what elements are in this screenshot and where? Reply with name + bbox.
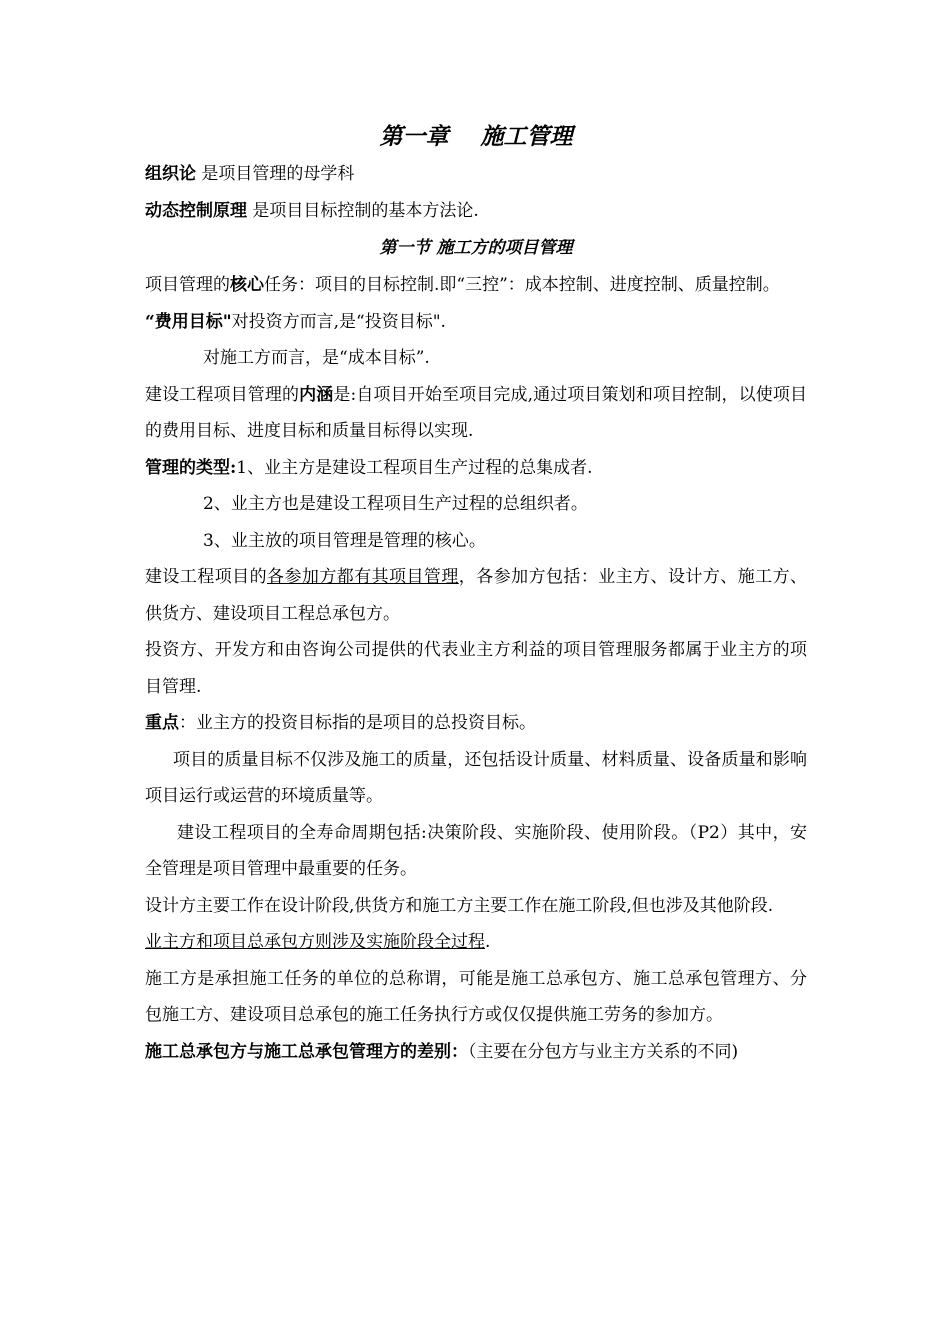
- paragraph-dynamic-control: [145, 193, 807, 230]
- paragraph-text: .: [485, 932, 491, 952]
- term-management-types: 管理的类型:: [145, 457, 237, 478]
- paragraph-connotation: [145, 377, 807, 450]
- paragraph-text: ：业主方的投资目标指的是项目的总投资目标。: [179, 713, 536, 733]
- paragraph-phases: 设计方主要工作在设计阶段,供货方和施工方主要工作在施工阶段,但也涉及其他阶段.: [145, 895, 774, 916]
- paragraph-core-task: [145, 267, 807, 304]
- paragraph-text: 是:自项目开始至项目完成,通过项目策划和项目控制，以使项目的费用目标、进度目标和质量目标得以实现.: [145, 384, 807, 441]
- paragraph-cost-target: [145, 304, 807, 341]
- term-key-point: 重点: [145, 713, 179, 733]
- underlined-owner-contractor: 业主方和项目总承包方则涉及实施阶段全过程: [145, 932, 485, 952]
- paragraph-investor: 投资方、开发方和由咨询公司提供的代表业主方利益的项目管理服务都属于业主方的项目管理.: [145, 640, 807, 697]
- paragraph-text: 是项目目标控制的基本方法论.: [247, 200, 479, 221]
- term-difference: 施工总承包方与施工总承包管理方的差别：: [145, 1041, 468, 1062]
- paragraph-key-point: [145, 705, 807, 742]
- paragraph-contractor-definition: 施工方是承担施工任务的单位的总称谓，可能是施工总承包方、施工总承包管理方、分包施工方、建设项目总承包的施工任务执行方或仅仅提供施工劳务的参加方。: [145, 968, 807, 1025]
- paragraph-text: 对投资方而言,是“投资目标".: [231, 311, 446, 332]
- list-item-2: 2、业主方也是建设工程项目生产过程的总组织者。: [203, 494, 588, 514]
- term-cost-target: “费用目标": [145, 311, 232, 332]
- paragraph-text: 建设工程项目管理的: [145, 384, 300, 405]
- document-body: [145, 118, 807, 1070]
- paragraph-text: ，各参加方包括：业主方、设计方、施工方、供货方、建设项目工程总承包方。: [145, 567, 808, 624]
- paragraph-organization-theory: [145, 156, 807, 193]
- paragraph-text: （主要在分包方与业主方关系的不同): [468, 1041, 739, 1062]
- paragraph-text: 1、业主方是建设工程项目生产过程的总集成者.: [236, 457, 593, 478]
- underlined-participants: 各参加方都有其项目管理: [267, 567, 459, 587]
- chapter-title: 第一章 施工管理: [379, 123, 573, 150]
- paragraph-difference: [145, 1034, 807, 1071]
- paragraph-text: 项目管理的: [145, 275, 230, 295]
- paragraph-text: 建设工程项目的: [145, 567, 268, 587]
- term-core: 核心: [230, 275, 264, 295]
- paragraph-quality-target: 项目的质量目标不仅涉及施工的质量，还包括设计质量、材料质量、设备质量和影响项目运行或运营的环境质量等。: [145, 749, 807, 806]
- term-organization-theory: 组织论: [145, 164, 196, 184]
- paragraph-contractor-cost: 对施工方而言，是“成本目标”.: [203, 348, 430, 368]
- section-title: 第一节 施工方的项目管理: [379, 238, 573, 258]
- paragraph-lifecycle: 建设工程项目的全寿命周期包括:决策阶段、实施阶段、使用阶段。（P2）其中，安全管理是项目管理中最重要的任务。: [145, 822, 807, 879]
- list-item-3: 3、业主放的项目管理是管理的核心。: [203, 530, 486, 551]
- term-dynamic-control: 动态控制原理: [145, 200, 247, 221]
- paragraph-participants: [145, 559, 807, 632]
- paragraph-owner-contractor: [145, 924, 807, 961]
- paragraph-text: 任务：项目的目标控制.即“三控”：成本控制、进度控制、质量控制。: [264, 275, 780, 295]
- term-connotation: 内涵: [299, 384, 334, 405]
- paragraph-management-types: [145, 450, 807, 487]
- paragraph-text: 是项目管理的母学科: [196, 164, 355, 184]
